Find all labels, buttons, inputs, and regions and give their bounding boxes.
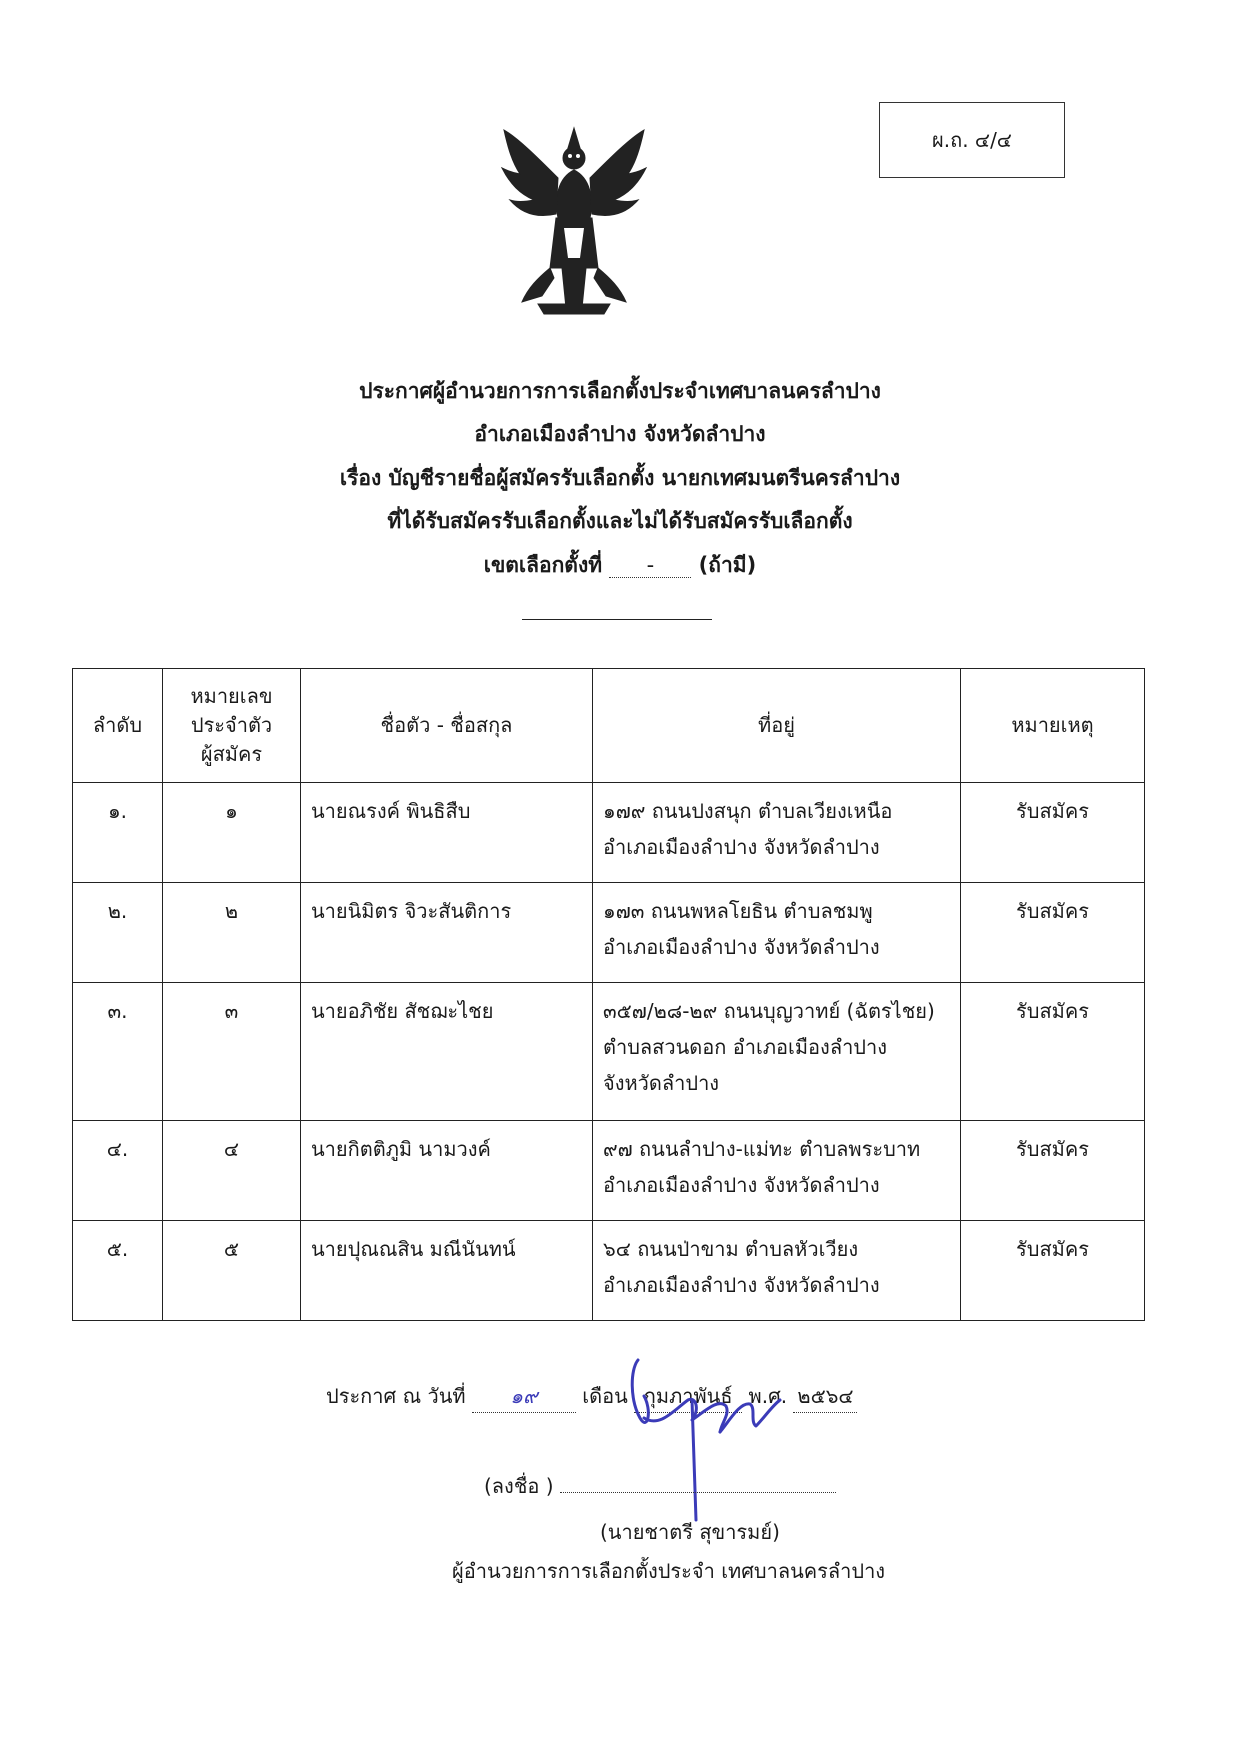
row-number: ๕ [163,1221,301,1321]
header-number: หมายเลข ประจำตัว ผู้สมัคร [163,669,301,783]
form-code-box [879,102,1065,178]
header-order: ลำดับ [73,669,163,783]
table-row [73,883,1145,983]
table-row [73,1121,1145,1221]
title-line-4: ที่ได้รับสมัครรับเลือกตั้งและไม่ได้รับสมัครรับเลือกตั้ง [387,509,853,533]
row-address: ๑๗๓ ถนนพหลโยธิน ตำบลชมพู อำเภอเมืองลำปาง จังหวัดลำปาง [593,883,961,983]
row-order: ๔. [73,1121,163,1221]
year-label: พ.ศ. [748,1384,788,1408]
title-divider [522,619,712,620]
row-address: ๖๔ ถนนป่าขาม ตำบลหัวเวียง อำเภอเมืองลำปาง จังหวัดลำปาง [593,1221,961,1321]
row-remark: รับสมัคร [961,1221,1145,1321]
row-number: ๒ [163,883,301,983]
table-row [73,983,1145,1121]
row-name: นายณรงค์ พินธิสืบ [301,783,593,883]
row-name: นายปุณณสิน มณีนันทน์ [301,1221,593,1321]
sign-label: (ลงชื่อ ) [484,1474,554,1498]
row-remark: รับสมัคร [961,983,1145,1121]
row-order: ๒. [73,883,163,983]
district-label: เขตเลือกตั้งที่ [483,553,603,577]
signer-title: ผู้อำนวยการการเลือกตั้งประจำ เทศบาลนครลำปาง [452,1559,886,1583]
announce-label: ประกาศ ณ วันที่ [326,1384,466,1408]
table-header-row [73,669,1145,783]
title-line-5 [0,549,1240,582]
header-remark: หมายเหตุ [961,669,1145,783]
month-label: เดือน [582,1384,628,1408]
row-order: ๓. [73,983,163,1121]
candidate-table [72,668,1145,1321]
district-value: - [609,553,691,578]
header-address: ที่อยู่ [593,669,961,783]
row-order: ๕. [73,1221,163,1321]
title-line-3: เรื่อง บัญชีรายชื่อผู้สมัครรับเลือกตั้ง นายกเทศมนตรีนครลำปาง [339,466,901,490]
announce-day: ๑๙ [472,1380,576,1413]
row-number: ๓ [163,983,301,1121]
header-name: ชื่อตัว - ชื่อสกุล [301,669,593,783]
announce-year: ๒๕๖๔ [793,1380,857,1413]
row-order: ๑. [73,783,163,883]
row-remark: รับสมัคร [961,1121,1145,1221]
row-address: ๙๗ ถนนลำปาง-แม่ทะ ตำบลพระบาท อำเภอเมืองลำปาง จังหวัดลำปาง [593,1121,961,1221]
row-name: นายอภิชัย สัชฌะไชย [301,983,593,1121]
form-code: ผ.ถ. ๔/๔ [932,128,1012,152]
title-line-1: ประกาศผู้อำนวยการการเลือกตั้งประจำเทศบาลนครลำปาง [359,379,881,403]
signer-name: (นายชาตรี สุขารมย์) [600,1520,780,1544]
row-name: นายกิตติภูมิ นามวงค์ [301,1121,593,1221]
row-name: นายนิมิตร จิวะสันติการ [301,883,593,983]
row-remark: รับสมัคร [961,783,1145,883]
row-number: ๑ [163,783,301,883]
sign-blank [560,1492,836,1493]
announce-month: กุมภาพันธ์ [634,1380,742,1413]
row-remark: รับสมัคร [961,883,1145,983]
garuda-emblem-icon [498,118,650,318]
sign-line [484,1470,836,1502]
district-suffix: (ถ้ามี) [698,553,757,577]
table-row [73,1221,1145,1321]
row-address: ๑๗๙ ถนนปงสนุก ตำบลเวียงเหนือ อำเภอเมืองลำปาง จังหวัดลำปาง [593,783,961,883]
row-number: ๔ [163,1121,301,1221]
title-line-2: อำเภอเมืองลำปาง จังหวัดลำปาง [474,422,766,446]
table-row [73,783,1145,883]
row-address: ๓๕๗/๒๘-๒๙ ถนนบุญวาทย์ (ฉัตรไชย) ตำบลสวนดอก อำเภอเมืองลำปาง จังหวัดลำปาง [593,983,961,1121]
